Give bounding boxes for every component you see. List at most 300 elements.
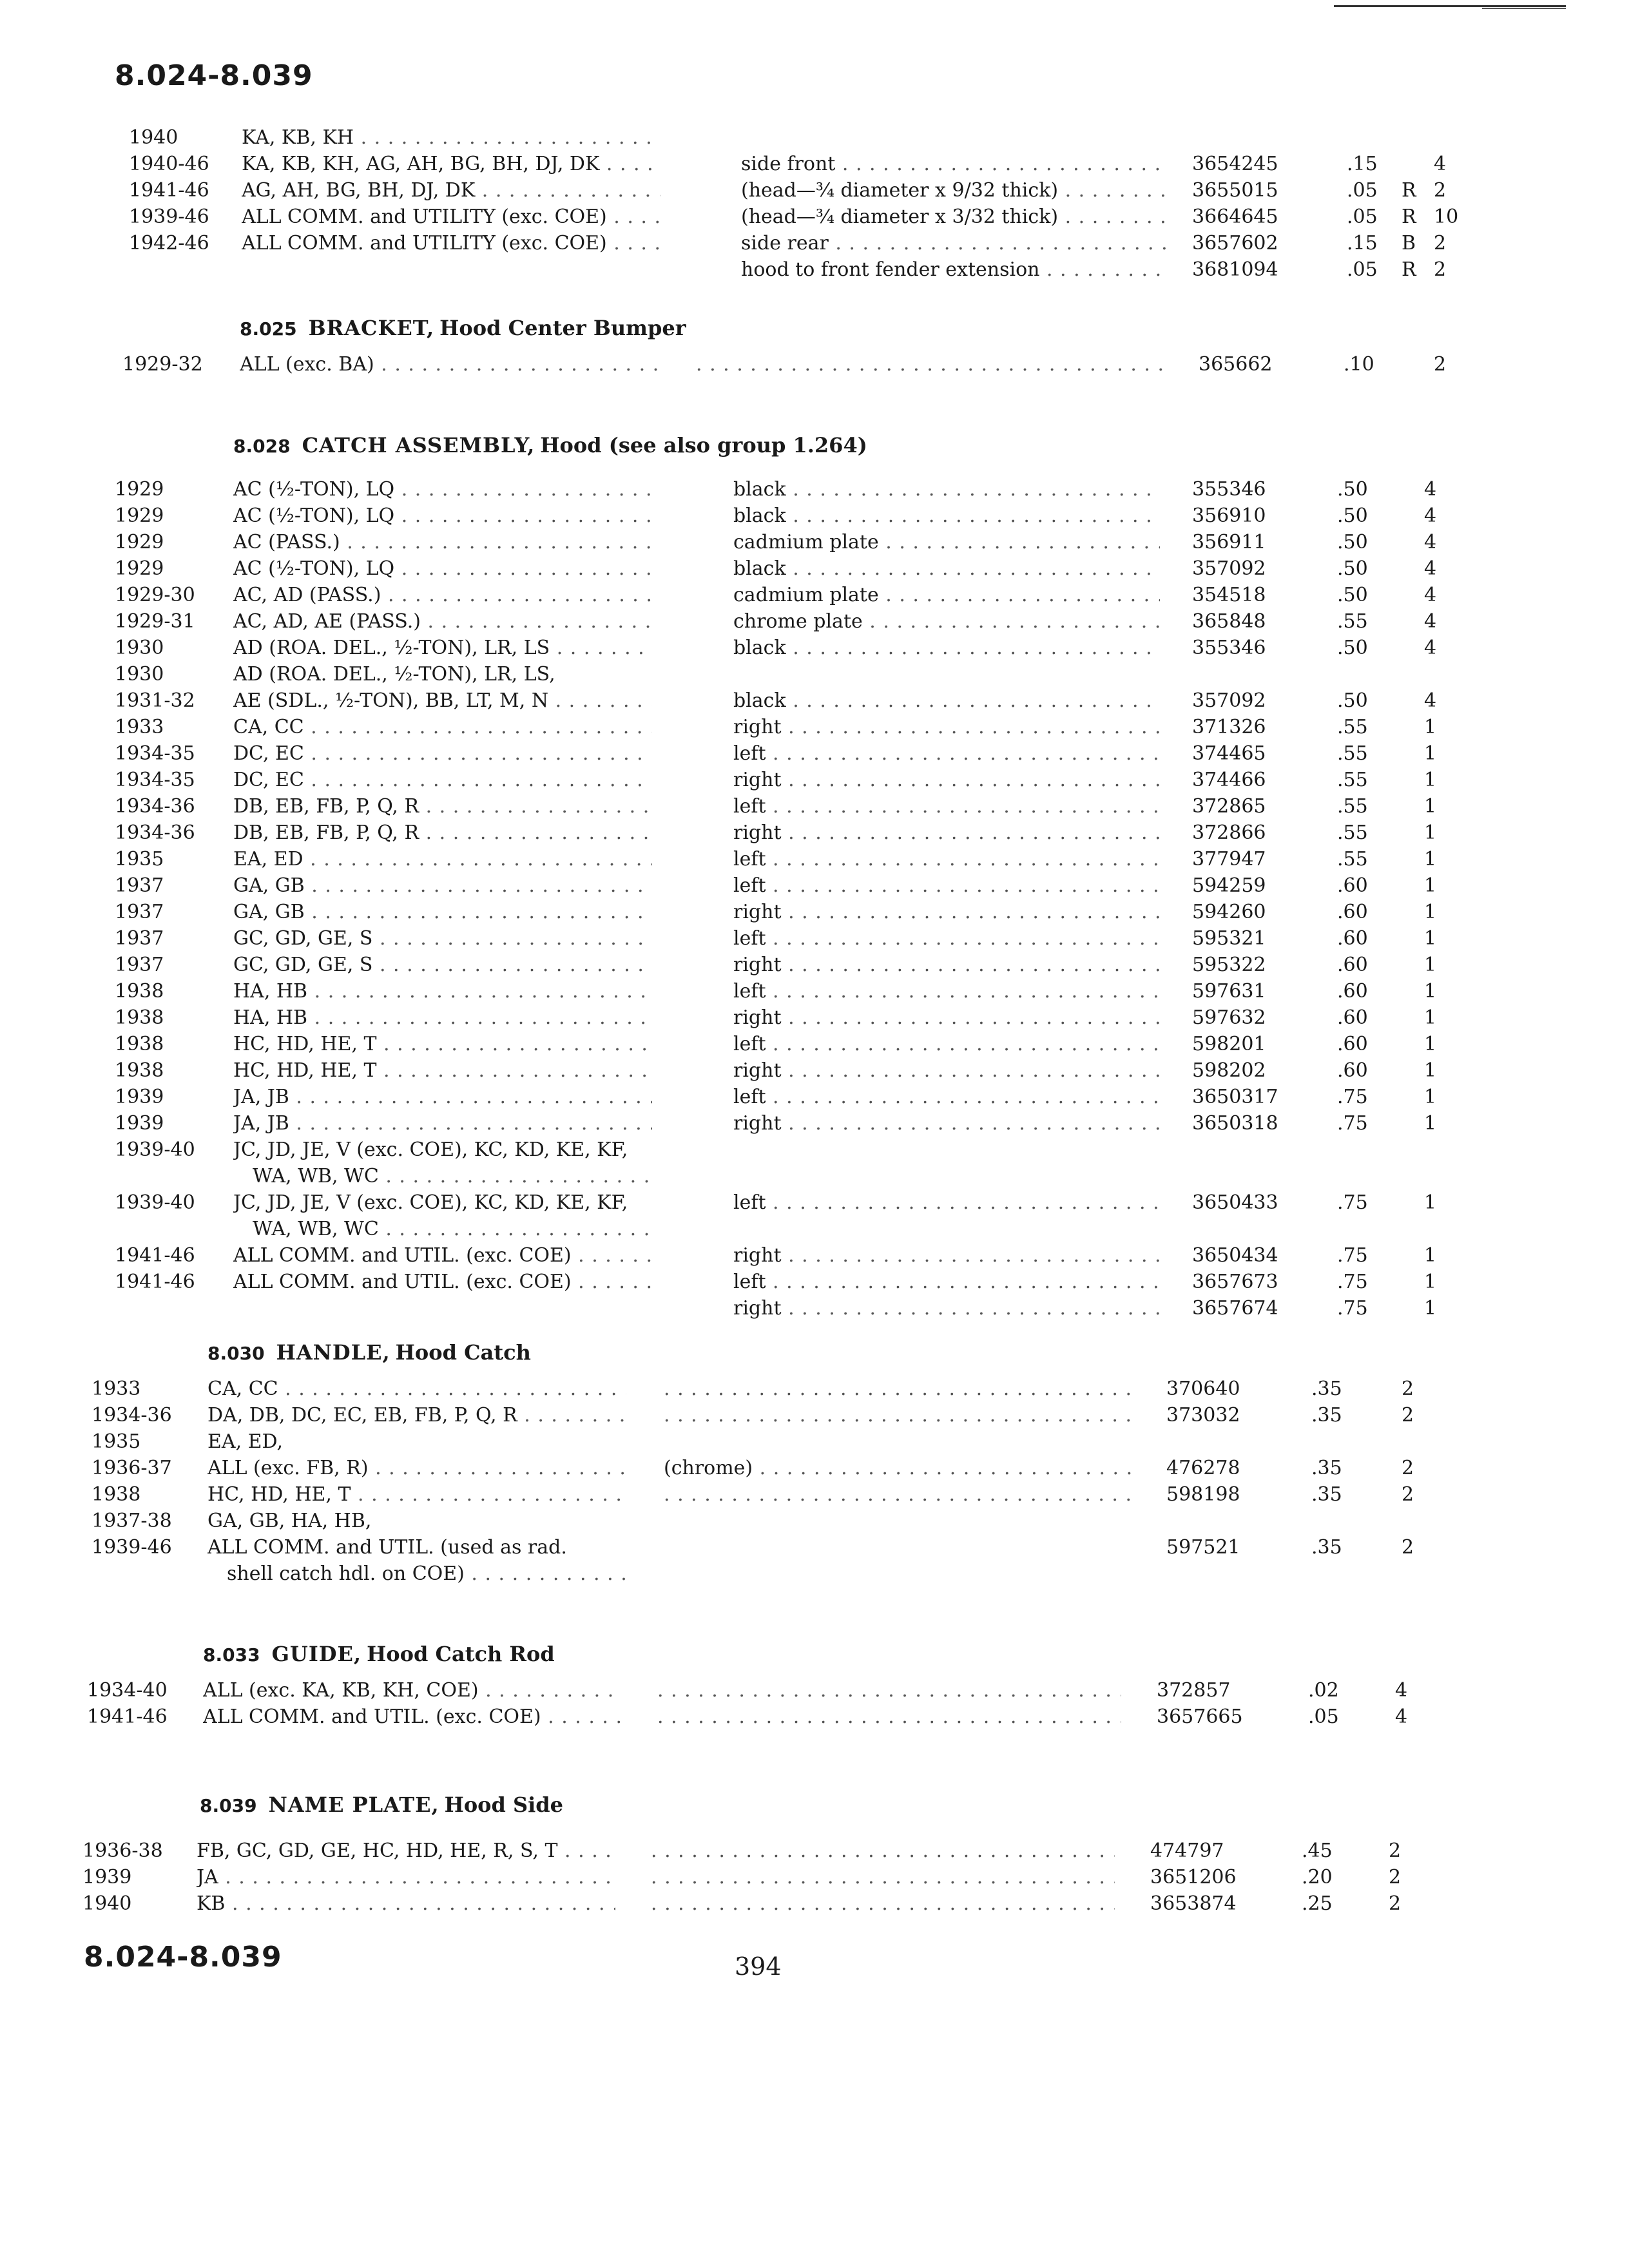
row-year: 1938 — [115, 1033, 164, 1055]
row-price: .55 — [1337, 769, 1368, 791]
row-quantity: 1 — [1424, 954, 1437, 976]
row-description — [664, 1483, 1131, 1506]
row-description: right . . . — [733, 1244, 1160, 1267]
row-models: ALL COMM. and UTILITY (exc. COE) . . . — [242, 232, 660, 255]
parts-row — [0, 1510, 1629, 1536]
row-models: KA, KB, KH . . . — [242, 126, 660, 149]
row-price: .55 — [1337, 795, 1368, 818]
row-year: 1933 — [92, 1378, 141, 1400]
row-quantity: 2 — [1389, 1866, 1402, 1888]
parts-row — [0, 874, 1629, 901]
row-description: left . . . — [733, 874, 1160, 897]
row-models: ALL COMM. and UTILITY (exc. COE) . . . — [242, 206, 660, 228]
row-year: 1929 — [115, 478, 164, 501]
row-description: left . . . — [733, 1271, 1160, 1293]
row-quantity: 2 — [1434, 179, 1447, 202]
row-year: 1929 — [115, 505, 164, 527]
top-rule-short — [1482, 8, 1566, 9]
row-description: chrome plate . . . — [733, 610, 1160, 633]
row-description: (chrome) . . . — [664, 1457, 1131, 1479]
footer-range-label: 8.024-8.039 — [84, 1941, 282, 1974]
row-models: KB . . . — [197, 1892, 615, 1915]
row-price: .50 — [1337, 557, 1368, 580]
row-price: .20 — [1302, 1866, 1333, 1888]
section-part-subtitle: Hood (see also group 1.264) — [540, 433, 867, 457]
parts-row — [0, 927, 1629, 954]
row-models: GA, GB . . . — [233, 901, 652, 923]
row-models: FB, GC, GD, GE, HC, HD, HE, R, S, T . . . — [197, 1840, 615, 1862]
row-models: AC (½-TON), LQ . . . — [233, 505, 652, 527]
row-models: AE (SDL., ½-TON), BB, LT, M, N . . . — [233, 689, 652, 712]
row-price: .50 — [1337, 689, 1368, 712]
row-year: 1938 — [115, 1006, 164, 1029]
row-models: AC, AD, AE (PASS.) . . . — [233, 610, 652, 633]
row-year: 1934-35 — [115, 742, 195, 765]
row-quantity: 1 — [1424, 874, 1437, 897]
row-price: .50 — [1337, 637, 1368, 659]
top-rule — [1334, 5, 1566, 7]
row-models: DC, EC . . . — [233, 742, 652, 765]
row-models: ALL (exc. KA, KB, KH, COE) . . . — [203, 1679, 622, 1702]
row-models: HC, HD, HE, T . . . — [233, 1059, 652, 1082]
row-year: 1940 — [82, 1892, 132, 1915]
section-title — [233, 433, 867, 457]
parts-row — [0, 1244, 1629, 1271]
parts-row — [0, 557, 1629, 584]
row-price: .55 — [1337, 742, 1368, 765]
row-description: right . . . — [733, 954, 1160, 976]
row-description: black . . . — [733, 637, 1160, 659]
parts-row — [0, 179, 1629, 206]
parts-row — [0, 901, 1629, 927]
section-part-subtitle: Hood Catch — [395, 1340, 531, 1365]
row-year: 1939 — [115, 1112, 164, 1135]
row-price: .35 — [1311, 1536, 1342, 1559]
row-description: cadmium plate . . . — [733, 584, 1160, 606]
row-part-number: 355346 — [1192, 637, 1266, 659]
row-description: left . . . — [733, 980, 1160, 1003]
row-price: .75 — [1337, 1112, 1368, 1135]
row-price: .50 — [1337, 531, 1368, 553]
parts-row — [0, 637, 1629, 663]
row-year: 1929-31 — [115, 610, 195, 633]
section-part-name: NAME PLATE, — [268, 1792, 439, 1817]
parts-row — [0, 795, 1629, 822]
row-quantity: 2 — [1389, 1840, 1402, 1862]
row-price: .45 — [1302, 1840, 1333, 1862]
row-quantity: 1 — [1424, 1112, 1437, 1135]
row-part-number: 356911 — [1192, 531, 1266, 553]
parts-row — [0, 1892, 1629, 1919]
row-part-number: 3664645 — [1192, 206, 1278, 228]
row-year: 1941-46 — [87, 1706, 168, 1728]
row-quantity: 1 — [1424, 848, 1437, 870]
row-part-number: 357092 — [1192, 689, 1266, 712]
row-part-number: 365848 — [1192, 610, 1266, 633]
row-part-number: 594259 — [1192, 874, 1266, 897]
row-quantity: 1 — [1424, 716, 1437, 738]
row-description: left . . . — [733, 848, 1160, 870]
row-quantity: 1 — [1424, 1244, 1437, 1267]
row-part-number: 357092 — [1192, 557, 1266, 580]
row-mark: R — [1402, 258, 1416, 281]
row-description: (head—¾ diameter x 3/32 thick) . . . — [741, 206, 1170, 228]
row-year: 1934-36 — [92, 1404, 172, 1427]
parts-row — [0, 1191, 1629, 1218]
section-title — [200, 1792, 563, 1817]
row-models: AC, AD (PASS.) . . . — [233, 584, 652, 606]
row-part-number: 474797 — [1150, 1840, 1224, 1862]
row-year: 1941-46 — [115, 1244, 195, 1267]
row-part-number: 595322 — [1192, 954, 1266, 976]
row-year: 1937-38 — [92, 1510, 172, 1532]
header-range-label: 8.024-8.039 — [115, 59, 313, 92]
row-year: 1930 — [115, 637, 164, 659]
row-price: .60 — [1337, 901, 1368, 923]
parts-row — [0, 954, 1629, 980]
row-models: ALL COMM. and UTIL. (used as rad. — [207, 1536, 567, 1559]
row-year: 1940-46 — [129, 153, 209, 175]
row-quantity: 2 — [1402, 1378, 1414, 1400]
row-quantity: 1 — [1424, 742, 1437, 765]
row-price: .55 — [1337, 716, 1368, 738]
row-description: right . . . — [733, 1297, 1160, 1320]
row-year: 1939-46 — [129, 206, 209, 228]
row-quantity: 4 — [1424, 689, 1437, 712]
row-description: right . . . — [733, 1112, 1160, 1135]
row-year: 1935 — [115, 848, 164, 870]
row-part-number: 372857 — [1157, 1679, 1231, 1702]
row-description: right . . . — [733, 822, 1160, 844]
row-models: HA, HB . . . — [233, 1006, 652, 1029]
row-price: .50 — [1337, 584, 1368, 606]
parts-row — [0, 1840, 1629, 1866]
row-year: 1929 — [115, 531, 164, 553]
row-description: cadmium plate . . . — [733, 531, 1160, 553]
row-price: .05 — [1347, 258, 1378, 281]
parts-row — [0, 126, 1629, 153]
section-title — [240, 316, 686, 340]
row-models: GA, GB, HA, HB, — [207, 1510, 372, 1532]
row-price: .55 — [1337, 848, 1368, 870]
row-models: AC (PASS.) . . . — [233, 531, 652, 553]
row-year: 1939-40 — [115, 1139, 195, 1161]
row-models: ALL COMM. and UTIL. (exc. COE) . . . — [233, 1244, 652, 1267]
row-price: .02 — [1308, 1679, 1339, 1702]
parts-row — [0, 1866, 1629, 1892]
row-models: GC, GD, GE, S . . . — [233, 927, 652, 950]
row-description: left . . . — [733, 927, 1160, 950]
row-part-number: 372865 — [1192, 795, 1266, 818]
row-quantity: 2 — [1402, 1483, 1414, 1506]
section-part-name: HANDLE, — [276, 1340, 390, 1365]
row-models: CA, CC . . . — [207, 1378, 626, 1400]
parts-row — [0, 206, 1629, 232]
row-price: .05 — [1347, 179, 1378, 202]
row-part-number: 370640 — [1166, 1378, 1240, 1400]
row-year: 1931-32 — [115, 689, 195, 712]
row-price: .60 — [1337, 1006, 1368, 1029]
row-quantity: 4 — [1424, 610, 1437, 633]
row-price: .50 — [1337, 505, 1368, 527]
row-description: side rear . . . — [741, 232, 1170, 255]
row-models: HC, HD, HE, T . . . — [233, 1033, 652, 1055]
row-description: right . . . — [733, 901, 1160, 923]
row-part-number: 598198 — [1166, 1483, 1240, 1506]
row-year: 1941-46 — [129, 179, 209, 202]
row-part-number: 3650434 — [1192, 1244, 1278, 1267]
parts-row — [0, 1404, 1629, 1430]
parts-row — [0, 353, 1629, 380]
row-part-number: 356910 — [1192, 505, 1266, 527]
row-quantity: 1 — [1424, 795, 1437, 818]
row-year: 1937 — [115, 901, 164, 923]
row-description: black . . . — [733, 478, 1160, 501]
row-year: 1938 — [115, 980, 164, 1003]
row-year: 1929 — [115, 557, 164, 580]
row-year: 1937 — [115, 927, 164, 950]
row-year: 1934-36 — [115, 795, 195, 818]
parts-row — [0, 505, 1629, 531]
row-part-number: 374466 — [1192, 769, 1266, 791]
parts-row — [0, 1271, 1629, 1297]
row-price: .75 — [1337, 1271, 1368, 1293]
row-part-number: 597631 — [1192, 980, 1266, 1003]
row-price: .60 — [1337, 927, 1368, 950]
row-part-number: 371326 — [1192, 716, 1266, 738]
row-price: .75 — [1337, 1191, 1368, 1214]
row-price: .35 — [1311, 1404, 1342, 1427]
row-description: black . . . — [733, 557, 1160, 580]
row-price: .50 — [1337, 478, 1368, 501]
row-quantity: 4 — [1395, 1706, 1408, 1728]
row-models: AD (ROA. DEL., ½-TON), LR, LS . . . — [233, 637, 652, 659]
parts-row — [0, 1483, 1629, 1510]
parts-row — [0, 1706, 1629, 1732]
row-year: 1940 — [129, 126, 178, 149]
row-part-number: 355346 — [1192, 478, 1266, 501]
row-quantity: 2 — [1434, 353, 1447, 376]
section-number: 8.039 — [200, 1795, 257, 1816]
row-models: DA, DB, DC, EC, EB, FB, P, Q, R . . . — [207, 1404, 626, 1427]
row-part-number: 3654245 — [1192, 153, 1278, 175]
row-models: HA, HB . . . — [233, 980, 652, 1003]
row-description: left . . . — [733, 1086, 1160, 1108]
row-models: JA, JB . . . — [233, 1112, 652, 1135]
row-year: 1937 — [115, 954, 164, 976]
row-quantity: 1 — [1424, 980, 1437, 1003]
row-models-continuation: WA, WB, WC . . . — [253, 1218, 652, 1240]
parts-row — [0, 258, 1629, 285]
row-description: right . . . — [733, 1059, 1160, 1082]
parts-row — [0, 1679, 1629, 1706]
row-year: 1941-46 — [115, 1271, 195, 1293]
section-part-subtitle: Hood Catch Rod — [367, 1642, 555, 1666]
row-quantity: 4 — [1424, 584, 1437, 606]
parts-row — [0, 742, 1629, 769]
parts-row — [0, 769, 1629, 795]
parts-row — [0, 1059, 1629, 1086]
row-description: left . . . — [733, 795, 1160, 818]
parts-row — [0, 980, 1629, 1006]
row-quantity: 2 — [1402, 1457, 1414, 1479]
page-number: 394 — [735, 1952, 782, 1981]
row-price: .15 — [1347, 153, 1378, 175]
row-description: right . . . — [733, 1006, 1160, 1029]
row-price: .05 — [1347, 206, 1378, 228]
row-price: .75 — [1337, 1086, 1368, 1108]
row-description: hood to front fender extension . . . — [741, 258, 1170, 281]
row-mark: B — [1402, 232, 1416, 255]
row-price: .60 — [1337, 1033, 1368, 1055]
row-quantity: 4 — [1424, 531, 1437, 553]
row-quantity: 2 — [1402, 1536, 1414, 1559]
row-part-number: 3650317 — [1192, 1086, 1278, 1108]
row-mark: R — [1402, 206, 1416, 228]
row-price: .75 — [1337, 1244, 1368, 1267]
row-quantity: 4 — [1434, 153, 1447, 175]
row-part-number: 598201 — [1192, 1033, 1266, 1055]
row-price: .60 — [1337, 874, 1368, 897]
section-part-name: BRACKET, — [308, 316, 435, 340]
row-models: KA, KB, KH, AG, AH, BG, BH, DJ, DK . . . — [242, 153, 660, 175]
row-quantity: 1 — [1424, 927, 1437, 950]
parts-row-continuation — [0, 1165, 1629, 1191]
row-models: JA, JB . . . — [233, 1086, 652, 1108]
row-year: 1936-37 — [92, 1457, 172, 1479]
row-models: JA . . . — [197, 1866, 615, 1888]
row-description: black . . . — [733, 505, 1160, 527]
row-quantity: 4 — [1424, 637, 1437, 659]
row-price: .25 — [1302, 1892, 1333, 1915]
row-year: 1929-32 — [122, 353, 203, 376]
row-price: .35 — [1311, 1483, 1342, 1506]
row-year: 1933 — [115, 716, 164, 738]
row-part-number: 594260 — [1192, 901, 1266, 923]
row-models: DB, EB, FB, P, Q, R . . . — [233, 795, 652, 818]
row-part-number: 476278 — [1166, 1457, 1240, 1479]
row-description: black . . . — [733, 689, 1160, 712]
row-part-number: 377947 — [1192, 848, 1266, 870]
row-year: 1937 — [115, 874, 164, 897]
parts-row — [0, 232, 1629, 258]
row-year: 1939 — [82, 1866, 132, 1888]
parts-row — [0, 531, 1629, 557]
row-description: left . . . — [733, 1191, 1160, 1214]
parts-row — [0, 822, 1629, 848]
section-part-name: GUIDE, — [271, 1642, 362, 1666]
row-description: (head—¾ diameter x 9/32 thick) . . . — [741, 179, 1170, 202]
row-quantity: 2 — [1402, 1404, 1414, 1427]
row-description: left . . . — [733, 1033, 1160, 1055]
row-description: right . . . — [733, 716, 1160, 738]
row-models: ALL (exc. FB, R) . . . — [207, 1457, 626, 1479]
parts-row — [0, 848, 1629, 874]
row-models: CA, CC . . . — [233, 716, 652, 738]
row-models: AC (½-TON), LQ . . . — [233, 557, 652, 580]
row-description — [651, 1892, 1115, 1915]
row-part-number: 373032 — [1166, 1404, 1240, 1427]
parts-row — [0, 153, 1629, 179]
row-part-number: 3650433 — [1192, 1191, 1278, 1214]
section-title — [203, 1642, 555, 1666]
parts-row — [0, 1457, 1629, 1483]
row-part-number: 3650318 — [1192, 1112, 1278, 1135]
row-part-number: 3681094 — [1192, 258, 1278, 281]
row-part-number: 365662 — [1199, 353, 1273, 376]
row-models: GC, GD, GE, S . . . — [233, 954, 652, 976]
row-models: AD (ROA. DEL., ½-TON), LR, LS, — [233, 663, 555, 686]
row-part-number: 3657674 — [1192, 1297, 1278, 1320]
row-part-number: 3657602 — [1192, 232, 1278, 255]
section-number: 8.028 — [233, 436, 291, 457]
row-part-number: 3651206 — [1150, 1866, 1237, 1888]
row-models: JC, JD, JE, V (exc. COE), KC, KD, KE, KF, — [233, 1139, 628, 1161]
row-quantity: 4 — [1424, 505, 1437, 527]
row-models: AC (½-TON), LQ . . . — [233, 478, 652, 501]
row-models: GA, GB . . . — [233, 874, 652, 897]
parts-row — [0, 1112, 1629, 1139]
row-description — [664, 1404, 1131, 1427]
row-price: .55 — [1337, 822, 1368, 844]
parts-row — [0, 584, 1629, 610]
row-price: .05 — [1308, 1706, 1339, 1728]
row-part-number: 354518 — [1192, 584, 1266, 606]
row-models-continuation: WA, WB, WC . . . — [253, 1165, 652, 1187]
parts-row-continuation — [0, 1218, 1629, 1244]
parts-row — [0, 716, 1629, 742]
row-models: ALL COMM. and UTIL. (exc. COE) . . . — [233, 1271, 652, 1293]
parts-row — [0, 1536, 1629, 1562]
row-price: .15 — [1347, 232, 1378, 255]
row-year: 1942-46 — [129, 232, 209, 255]
row-quantity: 4 — [1395, 1679, 1408, 1702]
row-part-number: 372866 — [1192, 822, 1266, 844]
row-models: EA, ED, — [207, 1430, 284, 1453]
row-mark: R — [1402, 179, 1416, 202]
row-part-number: 3657665 — [1157, 1706, 1243, 1728]
row-quantity: 1 — [1424, 1191, 1437, 1214]
row-models-continuation: shell catch hdl. on COE) . . . — [227, 1562, 626, 1585]
row-quantity: 1 — [1424, 769, 1437, 791]
row-models: ALL COMM. and UTIL. (exc. COE) . . . — [203, 1706, 622, 1728]
parts-row — [0, 1430, 1629, 1457]
row-description — [651, 1840, 1115, 1862]
row-quantity: 1 — [1424, 1006, 1437, 1029]
row-part-number: 374465 — [1192, 742, 1266, 765]
row-quantity: 1 — [1424, 1271, 1437, 1293]
row-price: .35 — [1311, 1378, 1342, 1400]
row-description — [696, 353, 1166, 376]
parts-row — [0, 610, 1629, 637]
row-year: 1934-36 — [115, 822, 195, 844]
section-part-name: CATCH ASSEMBLY, — [302, 433, 535, 457]
row-quantity: 2 — [1434, 258, 1447, 281]
row-models: DB, EB, FB, P, Q, R . . . — [233, 822, 652, 844]
row-year: 1939 — [115, 1086, 164, 1108]
parts-row — [0, 1297, 1629, 1323]
row-year: 1934-40 — [87, 1679, 168, 1702]
row-year: 1938 — [115, 1059, 164, 1082]
row-price: .55 — [1337, 610, 1368, 633]
row-models: ALL (exc. BA) . . . — [240, 353, 659, 376]
row-quantity: 1 — [1424, 1059, 1437, 1082]
row-year: 1935 — [92, 1430, 141, 1453]
row-price: .75 — [1337, 1297, 1368, 1320]
row-part-number: 3653874 — [1150, 1892, 1237, 1915]
parts-row — [0, 478, 1629, 505]
section-number: 8.033 — [203, 1644, 260, 1666]
